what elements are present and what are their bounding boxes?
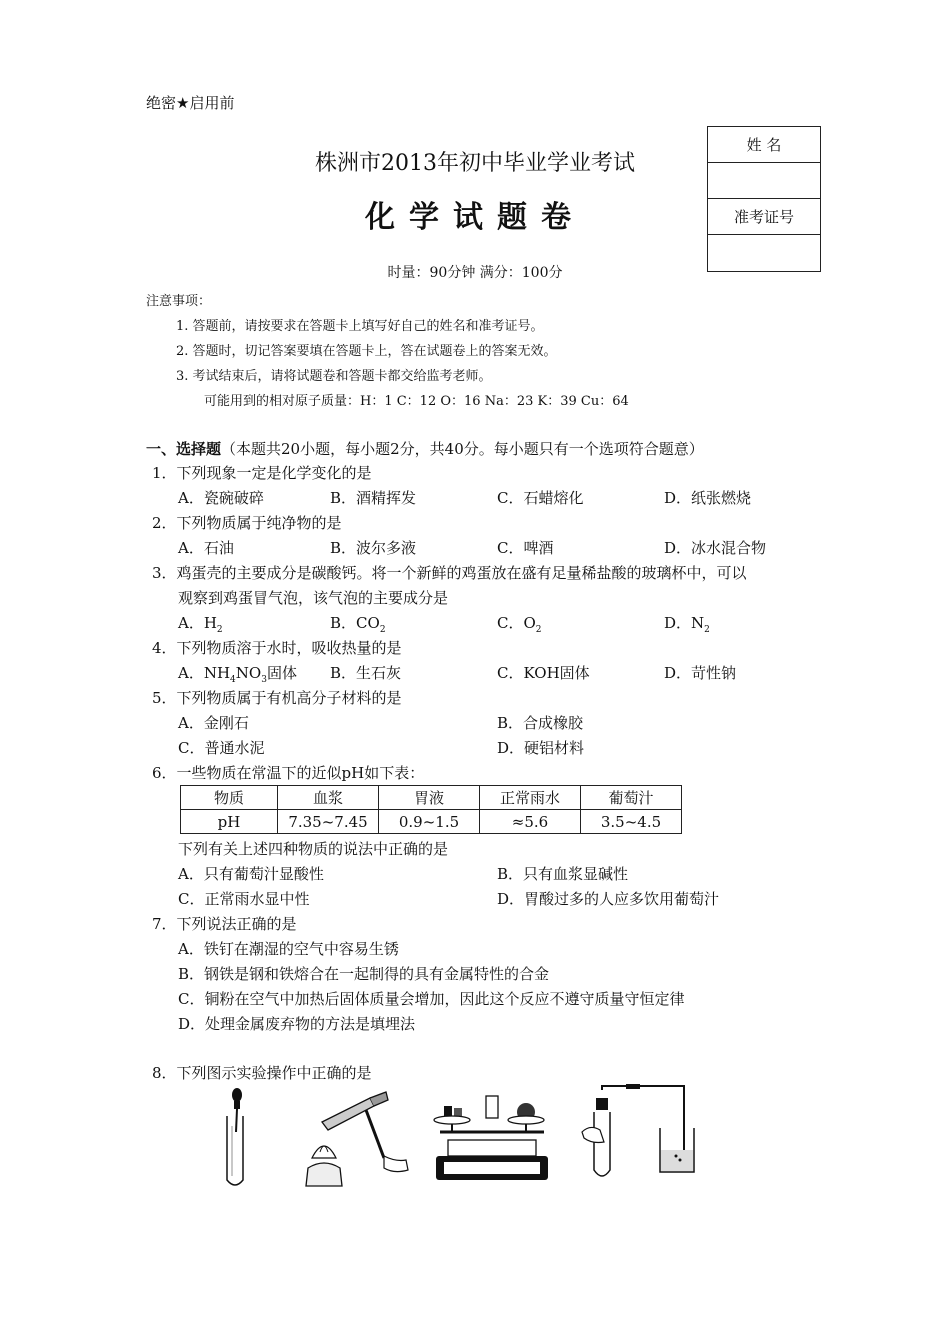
pouring-heating-icon (300, 1088, 412, 1188)
table-cell: 0.9~1.5 (379, 810, 480, 834)
question-stem: 7．下列说法正确的是 (152, 915, 297, 933)
id-label: 准考证号 (708, 199, 820, 235)
option-d: D．冰水混合物 (664, 539, 767, 557)
option-a: A．石油 (178, 539, 234, 557)
balance-scale-icon (430, 1090, 555, 1186)
option-a: A．只有葡萄汁显酸性 (178, 865, 324, 883)
option-d: D．处理金属废弃物的方法是填埋法 (178, 1015, 416, 1033)
section-title: 一、选择题 (146, 440, 222, 458)
option-b: B．酒精挥发 (330, 489, 417, 507)
question-stem: 4．下列物质溶于水时，吸收热量的是 (152, 639, 402, 657)
question-stem: 1．下列现象一定是化学变化的是 (152, 464, 372, 482)
table-cell: 3.5~4.5 (581, 810, 682, 834)
option-c: C．$O_2$ (497, 614, 542, 635)
question-sub-stem: 下列有关上述四种物质的说法中正确的是 (178, 840, 449, 858)
table-header-row (181, 786, 682, 810)
table-cell: pH (181, 810, 278, 834)
option-b: B．波尔多液 (330, 539, 417, 557)
name-field[interactable] (708, 163, 820, 199)
note-item: 1. 答题前，请按要求在答题卡上填写好自己的姓名和准考证号。 (176, 319, 544, 334)
option-a: A．铁钉在潮湿的空气中容易生锈 (178, 940, 399, 958)
section-heading (146, 438, 704, 459)
option-a: A．金刚石 (178, 714, 249, 732)
option-c: C．石蜡熔化 (497, 489, 584, 507)
question-stem-cont: 观察到鸡蛋冒气泡，该气泡的主要成分是 (178, 589, 449, 607)
question-stem: 3．鸡蛋壳的主要成分是碳酸钙。将一个新鲜的鸡蛋放在盛有足量稀盐酸的玻璃杯中，可以 (152, 564, 747, 582)
question-stem: 2．下列物质属于纯净物的是 (152, 514, 342, 532)
name-label: 姓 名 (708, 127, 820, 163)
table-header-cell: 血浆 (278, 786, 379, 810)
table-header-cell: 物质 (181, 786, 278, 810)
option-b: B．生石灰 (330, 664, 402, 682)
dropper-test-tube-icon (215, 1086, 255, 1188)
note-item: 3. 考试结束后，请将试题卷和答题卡都交给监考老师。 (176, 369, 492, 384)
candidate-info-box (707, 126, 821, 272)
option-c: C．啤酒 (497, 539, 554, 557)
option-d: D．苛性钠 (664, 664, 737, 682)
option-b: B．合成橡胶 (497, 714, 584, 732)
option-c: C．正常雨水显中性 (178, 890, 310, 908)
option-d: D．硬铝材料 (497, 739, 585, 757)
table-cell: 7.35~7.45 (278, 810, 379, 834)
exam-title: 株洲市2013年初中毕业学业考试 (315, 151, 635, 176)
ph-table (180, 785, 682, 834)
question-stem: 6．一些物质在常温下的近似pH如下表： (152, 764, 425, 782)
option-b: B．$CO_2$ (330, 614, 386, 635)
question-stem: 5．下列物质属于有机高分子材料的是 (152, 689, 402, 707)
table-header-cell: 葡萄汁 (581, 786, 682, 810)
question-stem: 8．下列图示实验操作中正确的是 (152, 1064, 372, 1082)
table-row (181, 810, 682, 834)
note-item: 2. 答题时，切记答案要填在答题卡上，答在试题卷上的答案无效。 (176, 344, 557, 359)
atomic-masses: 可能用到的相对原子质量：H：1 C：12 O：16 Na：23 K：39 Cu：64 (204, 394, 629, 409)
option-c: C．普通水泥 (178, 739, 265, 757)
table-header-cell: 正常雨水 (480, 786, 581, 810)
gas-collection-icon (580, 1080, 700, 1186)
option-b: B．钢铁是钢和铁熔合在一起制得的具有金属特性的合金 (178, 965, 550, 983)
table-header-cell: 胃液 (379, 786, 480, 810)
time-info: 时量：90分钟 满分：100分 (387, 265, 563, 281)
option-c: C．KOH固体 (497, 664, 590, 682)
id-field[interactable] (708, 235, 820, 271)
notes-heading: 注意事项： (146, 294, 212, 309)
table-cell: ≈5.6 (480, 810, 581, 834)
option-c: C．铜粉在空气中加热后固体质量会增加，因此这个反应不遵守质量守恒定律 (178, 990, 685, 1008)
option-b: B．只有血浆显碱性 (497, 865, 629, 883)
option-a: A．$H_2$ (178, 614, 223, 635)
subject-title: 化学试题卷 (365, 200, 585, 235)
option-d: D．$N_2$ (664, 614, 710, 635)
confidential-label: 绝密★启用前 (146, 94, 235, 112)
option-a: A．$NH_4NO_3$固体 (178, 664, 297, 685)
option-d: D．胃酸过多的人应多饮用葡萄汁 (497, 890, 720, 908)
option-d: D．纸张燃烧 (664, 489, 752, 507)
section-note: （本题共20小题，每小题2分，共40分。每小题只有一个选项符合题意） (221, 440, 704, 458)
option-a: A．瓷碗破碎 (178, 489, 264, 507)
